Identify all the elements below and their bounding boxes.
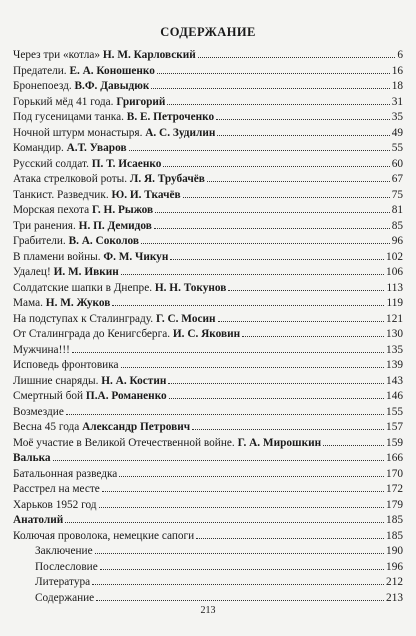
dot-leader bbox=[65, 522, 384, 523]
toc-entry-author: Г. А. Мирошкин bbox=[237, 436, 322, 449]
toc-entry bbox=[13, 188, 403, 204]
toc-entry bbox=[13, 172, 403, 188]
toc-entry-text bbox=[13, 79, 149, 95]
toc-entry bbox=[13, 420, 403, 436]
toc-entry-text bbox=[13, 405, 64, 421]
toc-entry-author: П. Т. Исаенко bbox=[91, 157, 162, 170]
dot-leader bbox=[121, 274, 384, 275]
toc-entry-title: Содержание bbox=[35, 591, 95, 604]
dot-leader bbox=[170, 259, 384, 260]
toc-entry-title: Смертный бой bbox=[13, 390, 84, 402]
toc-entry-text bbox=[13, 420, 190, 436]
toc-entry-text bbox=[13, 343, 70, 359]
toc-entry-author: А. С. Зудилин bbox=[145, 126, 216, 139]
toc-entry-title: Мама. bbox=[13, 297, 43, 309]
toc-entry-title: Харьков 1952 год bbox=[13, 498, 97, 511]
dot-leader bbox=[163, 166, 389, 167]
toc-entry-title: На подступах к Сталинграду. bbox=[13, 312, 154, 325]
toc-entry-text bbox=[13, 374, 166, 390]
toc-entry-page: 146 bbox=[386, 390, 403, 402]
toc-entry-text bbox=[13, 312, 216, 328]
toc-entry-page: 172 bbox=[386, 483, 403, 495]
toc-entry bbox=[13, 389, 403, 405]
toc-entry-page: 130 bbox=[386, 328, 403, 340]
toc-entry-text bbox=[35, 591, 94, 607]
toc-entry bbox=[13, 126, 403, 142]
toc-entry bbox=[13, 234, 403, 250]
toc-entry-text bbox=[13, 64, 155, 80]
dot-leader bbox=[99, 507, 385, 508]
toc-entry-title: Атака стрелковой роты. bbox=[13, 173, 128, 185]
toc-entry bbox=[13, 436, 403, 452]
toc-entry-text bbox=[13, 358, 119, 374]
toc-entry-author: В.Ф. Давыдюк bbox=[74, 80, 150, 92]
toc-entry-author: В. А. Соколов bbox=[68, 235, 140, 247]
toc-entry-page: 139 bbox=[386, 359, 403, 371]
dot-leader bbox=[198, 57, 396, 58]
toc-entry-title: Расстрел на месте bbox=[13, 483, 100, 495]
toc-entry-title: Весна 45 года bbox=[13, 421, 80, 433]
toc-entry-page: 119 bbox=[386, 297, 403, 309]
toc-entry bbox=[13, 157, 403, 173]
toc-entry-page: 35 bbox=[391, 111, 403, 123]
toc-entry bbox=[13, 591, 403, 607]
toc-entry-author: А.Т. Уваров bbox=[66, 142, 127, 154]
toc-entry-title: Моё участие в Великой Отечественной войне. bbox=[13, 436, 235, 449]
toc-entry-author: П.А. Романенко bbox=[85, 390, 167, 402]
toc-entry-title: Батальонная разведка bbox=[13, 467, 118, 480]
toc-entry-author: Л. Я. Трубачёв bbox=[129, 173, 205, 185]
toc-entry-text bbox=[13, 436, 321, 452]
toc-entry-title: Возмездие bbox=[13, 405, 64, 418]
table-of-contents bbox=[13, 48, 403, 606]
toc-entry bbox=[13, 544, 403, 560]
dot-leader bbox=[95, 553, 384, 554]
toc-entry-page: 185 bbox=[386, 529, 403, 542]
toc-entry-title: Бронепоезд. bbox=[13, 80, 72, 92]
toc-entry-title: Через три «котла» bbox=[13, 49, 101, 61]
toc-entry-title: Три ранения. bbox=[13, 219, 76, 232]
dot-leader bbox=[169, 398, 384, 399]
toc-entry-text bbox=[13, 95, 165, 111]
toc-entry-title: Лишние снаряды. bbox=[13, 374, 99, 387]
toc-entry-page: 212 bbox=[386, 576, 403, 588]
toc-entry-page: 85 bbox=[391, 219, 403, 232]
toc-entry-title: Предатели. bbox=[13, 64, 67, 77]
toc-entry-title: Горький мёд 41 года. bbox=[13, 95, 114, 108]
dot-leader bbox=[96, 600, 384, 601]
toc-entry-page: 135 bbox=[386, 343, 403, 356]
toc-entry-title: Солдатские шапки в Днепре. bbox=[13, 281, 153, 294]
toc-entry-page: 31 bbox=[391, 95, 403, 108]
toc-entry-title: Морская пехота bbox=[13, 204, 90, 216]
toc-entry-text bbox=[35, 560, 98, 576]
toc-entry-title: Анатолий bbox=[13, 514, 64, 526]
toc-entry-author: И. М. Ивкин bbox=[53, 266, 119, 278]
dot-leader bbox=[168, 383, 384, 384]
toc-entry-title: Заключение bbox=[35, 545, 93, 557]
dot-leader bbox=[92, 584, 384, 585]
dot-leader bbox=[53, 460, 384, 461]
dot-leader bbox=[183, 197, 390, 198]
dot-leader bbox=[242, 336, 384, 337]
toc-entry-author: Н. П. Демидов bbox=[78, 219, 152, 232]
toc-entry-author: Ю. И. Ткачёв bbox=[111, 188, 181, 201]
toc-entry-page: 81 bbox=[391, 204, 403, 216]
toc-entry bbox=[13, 64, 403, 80]
toc-entry-author: Н. Н. Токунов bbox=[154, 281, 227, 294]
toc-entry bbox=[13, 529, 403, 545]
toc-entry-author: Ф. М. Чикун bbox=[103, 250, 169, 263]
toc-entry-page: 16 bbox=[391, 64, 403, 77]
dot-leader bbox=[72, 352, 384, 353]
toc-entry-text bbox=[13, 265, 119, 281]
dot-leader bbox=[157, 73, 390, 74]
toc-entry-page: 185 bbox=[386, 514, 403, 526]
toc-entry-author: Н. М. Жуков bbox=[45, 297, 111, 309]
dot-leader bbox=[102, 491, 384, 492]
toc-entry-text bbox=[13, 219, 152, 235]
toc-entry-text bbox=[13, 110, 214, 126]
toc-entry-text bbox=[13, 141, 127, 157]
toc-entry-author: В. Е. Петроченко bbox=[126, 111, 215, 123]
toc-entry-text bbox=[13, 451, 51, 467]
toc-entry bbox=[13, 575, 403, 591]
toc-entry-page: 143 bbox=[386, 374, 403, 387]
toc-entry-text bbox=[13, 250, 168, 266]
toc-entry-page: 106 bbox=[386, 266, 403, 278]
toc-entry bbox=[13, 343, 403, 359]
toc-entry bbox=[13, 79, 403, 95]
dot-leader bbox=[192, 429, 384, 430]
toc-entry-text bbox=[13, 157, 161, 173]
dot-leader bbox=[217, 135, 389, 136]
toc-entry-author: Александр Петрович bbox=[82, 421, 191, 433]
toc-entry-title: В пламени войны. bbox=[13, 250, 101, 263]
toc-entry-title: Исповедь фронтовика bbox=[13, 359, 119, 371]
toc-entry-page: 67 bbox=[391, 173, 403, 185]
toc-entry bbox=[13, 358, 403, 374]
dot-leader bbox=[141, 243, 390, 244]
toc-entry-page: 96 bbox=[391, 235, 403, 247]
dot-leader bbox=[167, 104, 389, 105]
toc-entry-page: 60 bbox=[391, 157, 403, 170]
toc-entry-page: 75 bbox=[391, 188, 403, 201]
toc-entry-title: От Сталинграда до Кенигсберга. bbox=[13, 328, 171, 340]
toc-entry bbox=[13, 265, 403, 281]
toc-entry-text bbox=[13, 498, 97, 514]
toc-entry-author: Григорий bbox=[116, 95, 166, 108]
dot-leader bbox=[112, 305, 384, 306]
toc-entry-text bbox=[13, 389, 167, 405]
toc-entry bbox=[13, 219, 403, 235]
toc-entry-title: Валька bbox=[13, 452, 51, 464]
toc-entry bbox=[13, 482, 403, 498]
toc-entry-title: Удалец! bbox=[13, 266, 51, 278]
toc-entry-page: 170 bbox=[386, 467, 403, 480]
dot-leader bbox=[228, 290, 384, 291]
toc-entry bbox=[13, 250, 403, 266]
toc-entry bbox=[13, 405, 403, 421]
toc-entry bbox=[13, 467, 403, 483]
toc-entry-page: 55 bbox=[391, 142, 403, 154]
toc-entry-page: 18 bbox=[391, 80, 403, 92]
dot-leader bbox=[216, 119, 390, 120]
dot-leader bbox=[119, 476, 384, 477]
toc-entry-page: 155 bbox=[386, 405, 403, 418]
toc-entry-page: 159 bbox=[386, 436, 403, 449]
toc-entry bbox=[13, 281, 403, 297]
toc-entry-title: Ночной штурм монастыря. bbox=[13, 126, 143, 139]
toc-entry-title: Танкист. Разведчик. bbox=[13, 188, 109, 201]
toc-entry-page: 121 bbox=[386, 312, 403, 325]
toc-entry-page: 113 bbox=[386, 281, 403, 294]
toc-entry-title: Командир. bbox=[13, 142, 64, 154]
dot-leader bbox=[155, 212, 390, 213]
toc-entry-title: Послесловие bbox=[35, 560, 98, 573]
toc-entry bbox=[13, 48, 403, 64]
toc-entry-title: Колючая проволока, немецкие сапоги bbox=[13, 529, 195, 542]
toc-entry-title: Грабители. bbox=[13, 235, 66, 247]
toc-entry-author: Е. А. Коношенко bbox=[69, 64, 155, 77]
toc-entry bbox=[13, 141, 403, 157]
toc-entry-title: Литература bbox=[35, 576, 91, 588]
toc-entry-title: Под гусеницами танка. bbox=[13, 111, 124, 123]
toc-entry-text bbox=[13, 203, 153, 219]
toc-entry-text bbox=[13, 172, 205, 188]
toc-entry bbox=[13, 513, 403, 529]
toc-entry bbox=[13, 110, 403, 126]
toc-entry-text bbox=[13, 529, 194, 545]
toc-entry-text bbox=[13, 48, 196, 64]
dot-leader bbox=[66, 414, 384, 415]
toc-entry-title: Русский солдат. bbox=[13, 157, 89, 170]
toc-entry-page: 190 bbox=[386, 545, 403, 557]
toc-entry-author: Г. Н. Рыжов bbox=[91, 204, 154, 216]
toc-entry-text bbox=[13, 513, 63, 529]
toc-entry bbox=[13, 451, 403, 467]
dot-leader bbox=[218, 321, 385, 322]
toc-entry bbox=[13, 296, 403, 312]
toc-entry bbox=[13, 560, 403, 576]
toc-entry-page: 213 bbox=[386, 591, 403, 604]
toc-entry bbox=[13, 203, 403, 219]
toc-entry-author: Н. М. Карловский bbox=[102, 49, 196, 61]
toc-entry bbox=[13, 312, 403, 328]
toc-entry bbox=[13, 374, 403, 390]
toc-entry-text bbox=[13, 467, 117, 483]
dot-leader bbox=[207, 181, 390, 182]
toc-entry-text bbox=[13, 281, 226, 297]
toc-entry-page: 157 bbox=[386, 421, 403, 433]
toc-entry-title: Мужчина!!! bbox=[13, 343, 70, 356]
toc-entry-page: 49 bbox=[391, 126, 403, 139]
dot-leader bbox=[151, 88, 389, 89]
toc-entry-text bbox=[13, 126, 215, 142]
toc-entry-text bbox=[13, 188, 181, 204]
dot-leader bbox=[100, 569, 384, 570]
toc-entry-page: 6 bbox=[397, 49, 403, 61]
dot-leader bbox=[196, 538, 384, 539]
toc-entry-text bbox=[35, 544, 93, 560]
toc-entry bbox=[13, 95, 403, 111]
toc-entry-text bbox=[13, 234, 139, 250]
page-title: СОДЕРЖАНИЕ bbox=[160, 25, 256, 39]
toc-entry-page: 196 bbox=[386, 560, 403, 573]
toc-entry-text bbox=[13, 482, 100, 498]
toc-entry-page: 166 bbox=[386, 452, 403, 464]
toc-entry-author: Г. С. Мосин bbox=[155, 312, 216, 325]
toc-entry-author: Н. А. Костин bbox=[101, 374, 167, 387]
dot-leader bbox=[129, 150, 390, 151]
dot-leader bbox=[154, 228, 390, 229]
toc-entry-text bbox=[13, 327, 240, 343]
toc-entry-page: 179 bbox=[386, 498, 403, 511]
toc-entry-author: И. С. Яковин bbox=[172, 328, 241, 340]
page-number: 213 bbox=[200, 605, 216, 616]
toc-entry-text bbox=[35, 575, 90, 591]
toc-entry-text bbox=[13, 296, 110, 312]
dot-leader bbox=[121, 367, 385, 368]
toc-entry bbox=[13, 327, 403, 343]
toc-entry bbox=[13, 498, 403, 514]
toc-entry-page: 102 bbox=[386, 250, 403, 263]
dot-leader bbox=[323, 445, 384, 446]
